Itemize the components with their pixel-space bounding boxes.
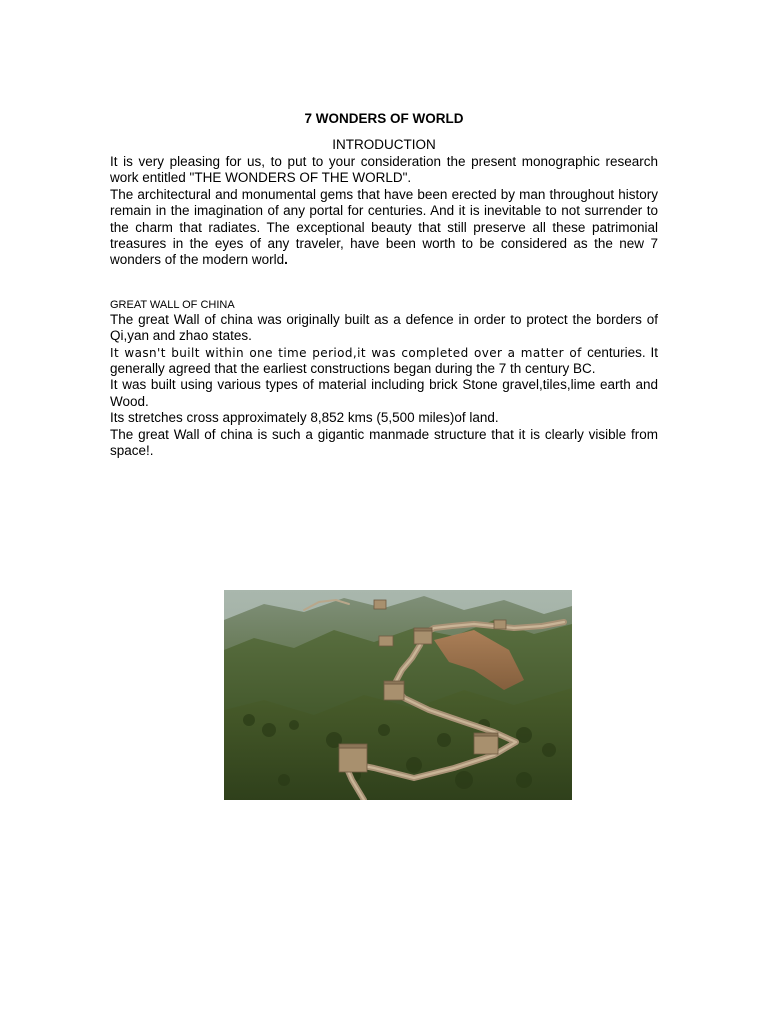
document-content [110,110,658,460]
great-wall-photo [224,590,572,800]
section-paragraph: The great Wall of china is such a gigantic manmade structure that it is clearly visible from space!. [110,426,658,459]
intro-paragraph [110,187,658,269]
section-paragraph: Its stretches cross approximately 8,852 kms (5,500 miles)of land. [110,410,499,426]
section-paragraph [110,345,658,378]
section-paragraph: The great Wall of china was originally built as a defence in order to protect the borders of Qi,yan and zhao states. [110,311,658,344]
section-heading: GREAT WALL OF CHINA [110,298,235,311]
intro-end-mark: . [284,252,288,268]
intro-paragraph-text: The architectural and monumental gems that have been erected by man throughout history remain in the imagination of any portal for centuries. And it is inevitable to not surrender to the charm that radiates. The exceptional beauty that still preserve all these patrimonial treasures in the eyes of any traveler, have been worth to be considered as the new 7 wonders of the modern world [110,186,658,268]
document-title: 7 WONDERS OF WORLD [304,111,464,126]
section-paragraph-spaced-text: It wasn't built within one time period,it was completed over a matter of [110,345,588,360]
section-paragraph: It was built using various types of material including brick Stone gravel,tiles,lime earth and Wood. [110,377,658,409]
intro-paragraph: It is very pleasing for us, to put to your consideration the present monographic research work entitled "THE WONDERS OF THE WORLD". [110,154,658,186]
document-subtitle: INTRODUCTION [332,137,436,152]
section-paragraph-text: centuries. It generally agreed that the earliest constructions began during the 7 th century BC. [110,344,658,377]
